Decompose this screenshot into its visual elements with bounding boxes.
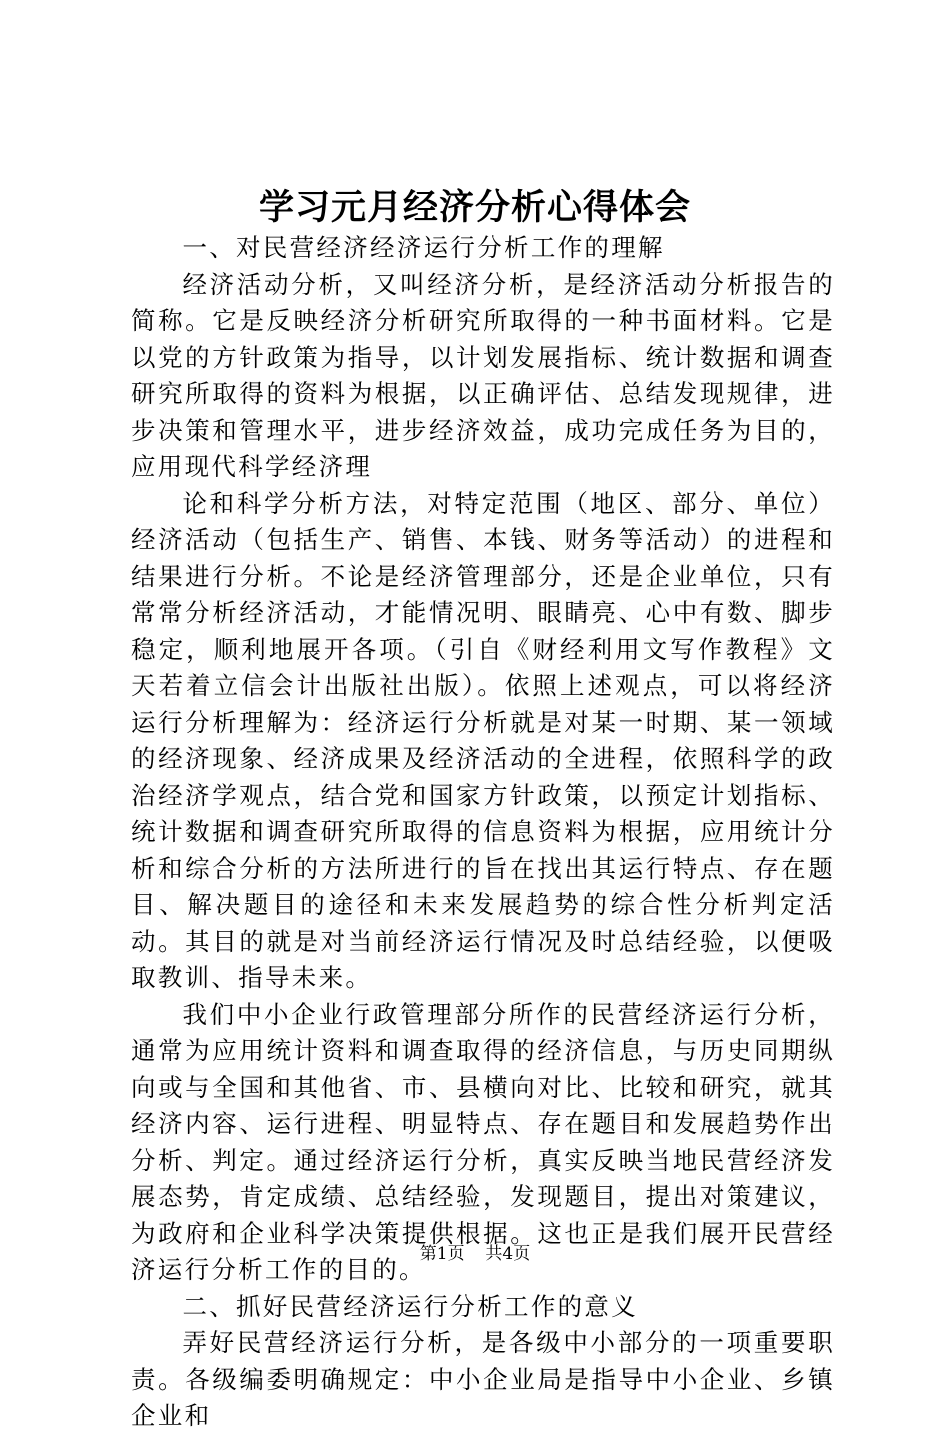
page-number: 第1页: [419, 1244, 465, 1264]
paragraph: 弄好民营经济运行分析，是各级中小部分的一项重要职责。各级编委明确规定：中小企业局是指导中小企业、乡镇企业和: [131, 1328, 835, 1430]
section-heading-2: 二、抓好民营经济运行分析工作的意义: [182, 1291, 639, 1321]
paragraph: 我们中小企业行政管理部分所作的民营经济运行分析，通常为应用统计资料和调查取得的经济信息，与历史同期纵向或与全国和其他省、市、县横向对比、比较和研究，就其经济内容、运行进程、明显特点、存在题目和发展趋势作出分析、判定。通过经济运行分析，真实反映当地民营经济发展态势，肯定成绩、总结经验，发现题目，提出对策建议，为政府和企业科学决策提供根据。这也正是我们展开民营经济运行分析工作的目的。: [131, 999, 835, 1284]
paragraph: 论和科学分析方法，对特定范围（地区、部分、单位）经济活动（包括生产、销售、本钱、财务等活动）的进程和结果进行分析。不论是经济管理部分，还是企业单位，只有常常分析经济活动，才能情况明、眼睛亮、心中有数、脚步稳定，顺利地展开各项。（引自《财经利用文写作教程》文天若着立信会计出版社出版）。依照上述观点，可以将经济运行分析理解为：经济运行分析就是对某一时期、某一领域的经济现象、经济成果及经济活动的全进程，依照科学的政治经济学观点，结合党和国家方针政策，以预定计划指标、统计数据和调查研究所取得的信息资料为根据，应用统计分析和综合分析的方法所进行的旨在找出其运行特点、存在题目、解决题目的途径和未来发展趋势的综合性分析判定活动。其目的就是对当前经济运行情况及时总结经验，以便吸取教训、指导未来。: [131, 488, 835, 992]
section-heading-1: 一、对民营经济经济运行分析工作的理解: [182, 233, 665, 262]
document-title: 学习元月经济分析心得体会: [258, 187, 691, 228]
page-footer: [0, 1242, 950, 1266]
paragraph: 经济活动分析，又叫经济分析，是经济活动分析报告的简称。它是反映经济分析研究所取得的一种书面材料。它是以党的方针政策为指导，以计划发展指标、统计数据和调查研究所取得的资料为根据，以正确评估、总结发现规律，进步决策和管理水平，进步经济效益，成功完成任务为目的，应用现代科学经济理: [131, 269, 835, 481]
page-total: 共4页: [485, 1244, 531, 1264]
